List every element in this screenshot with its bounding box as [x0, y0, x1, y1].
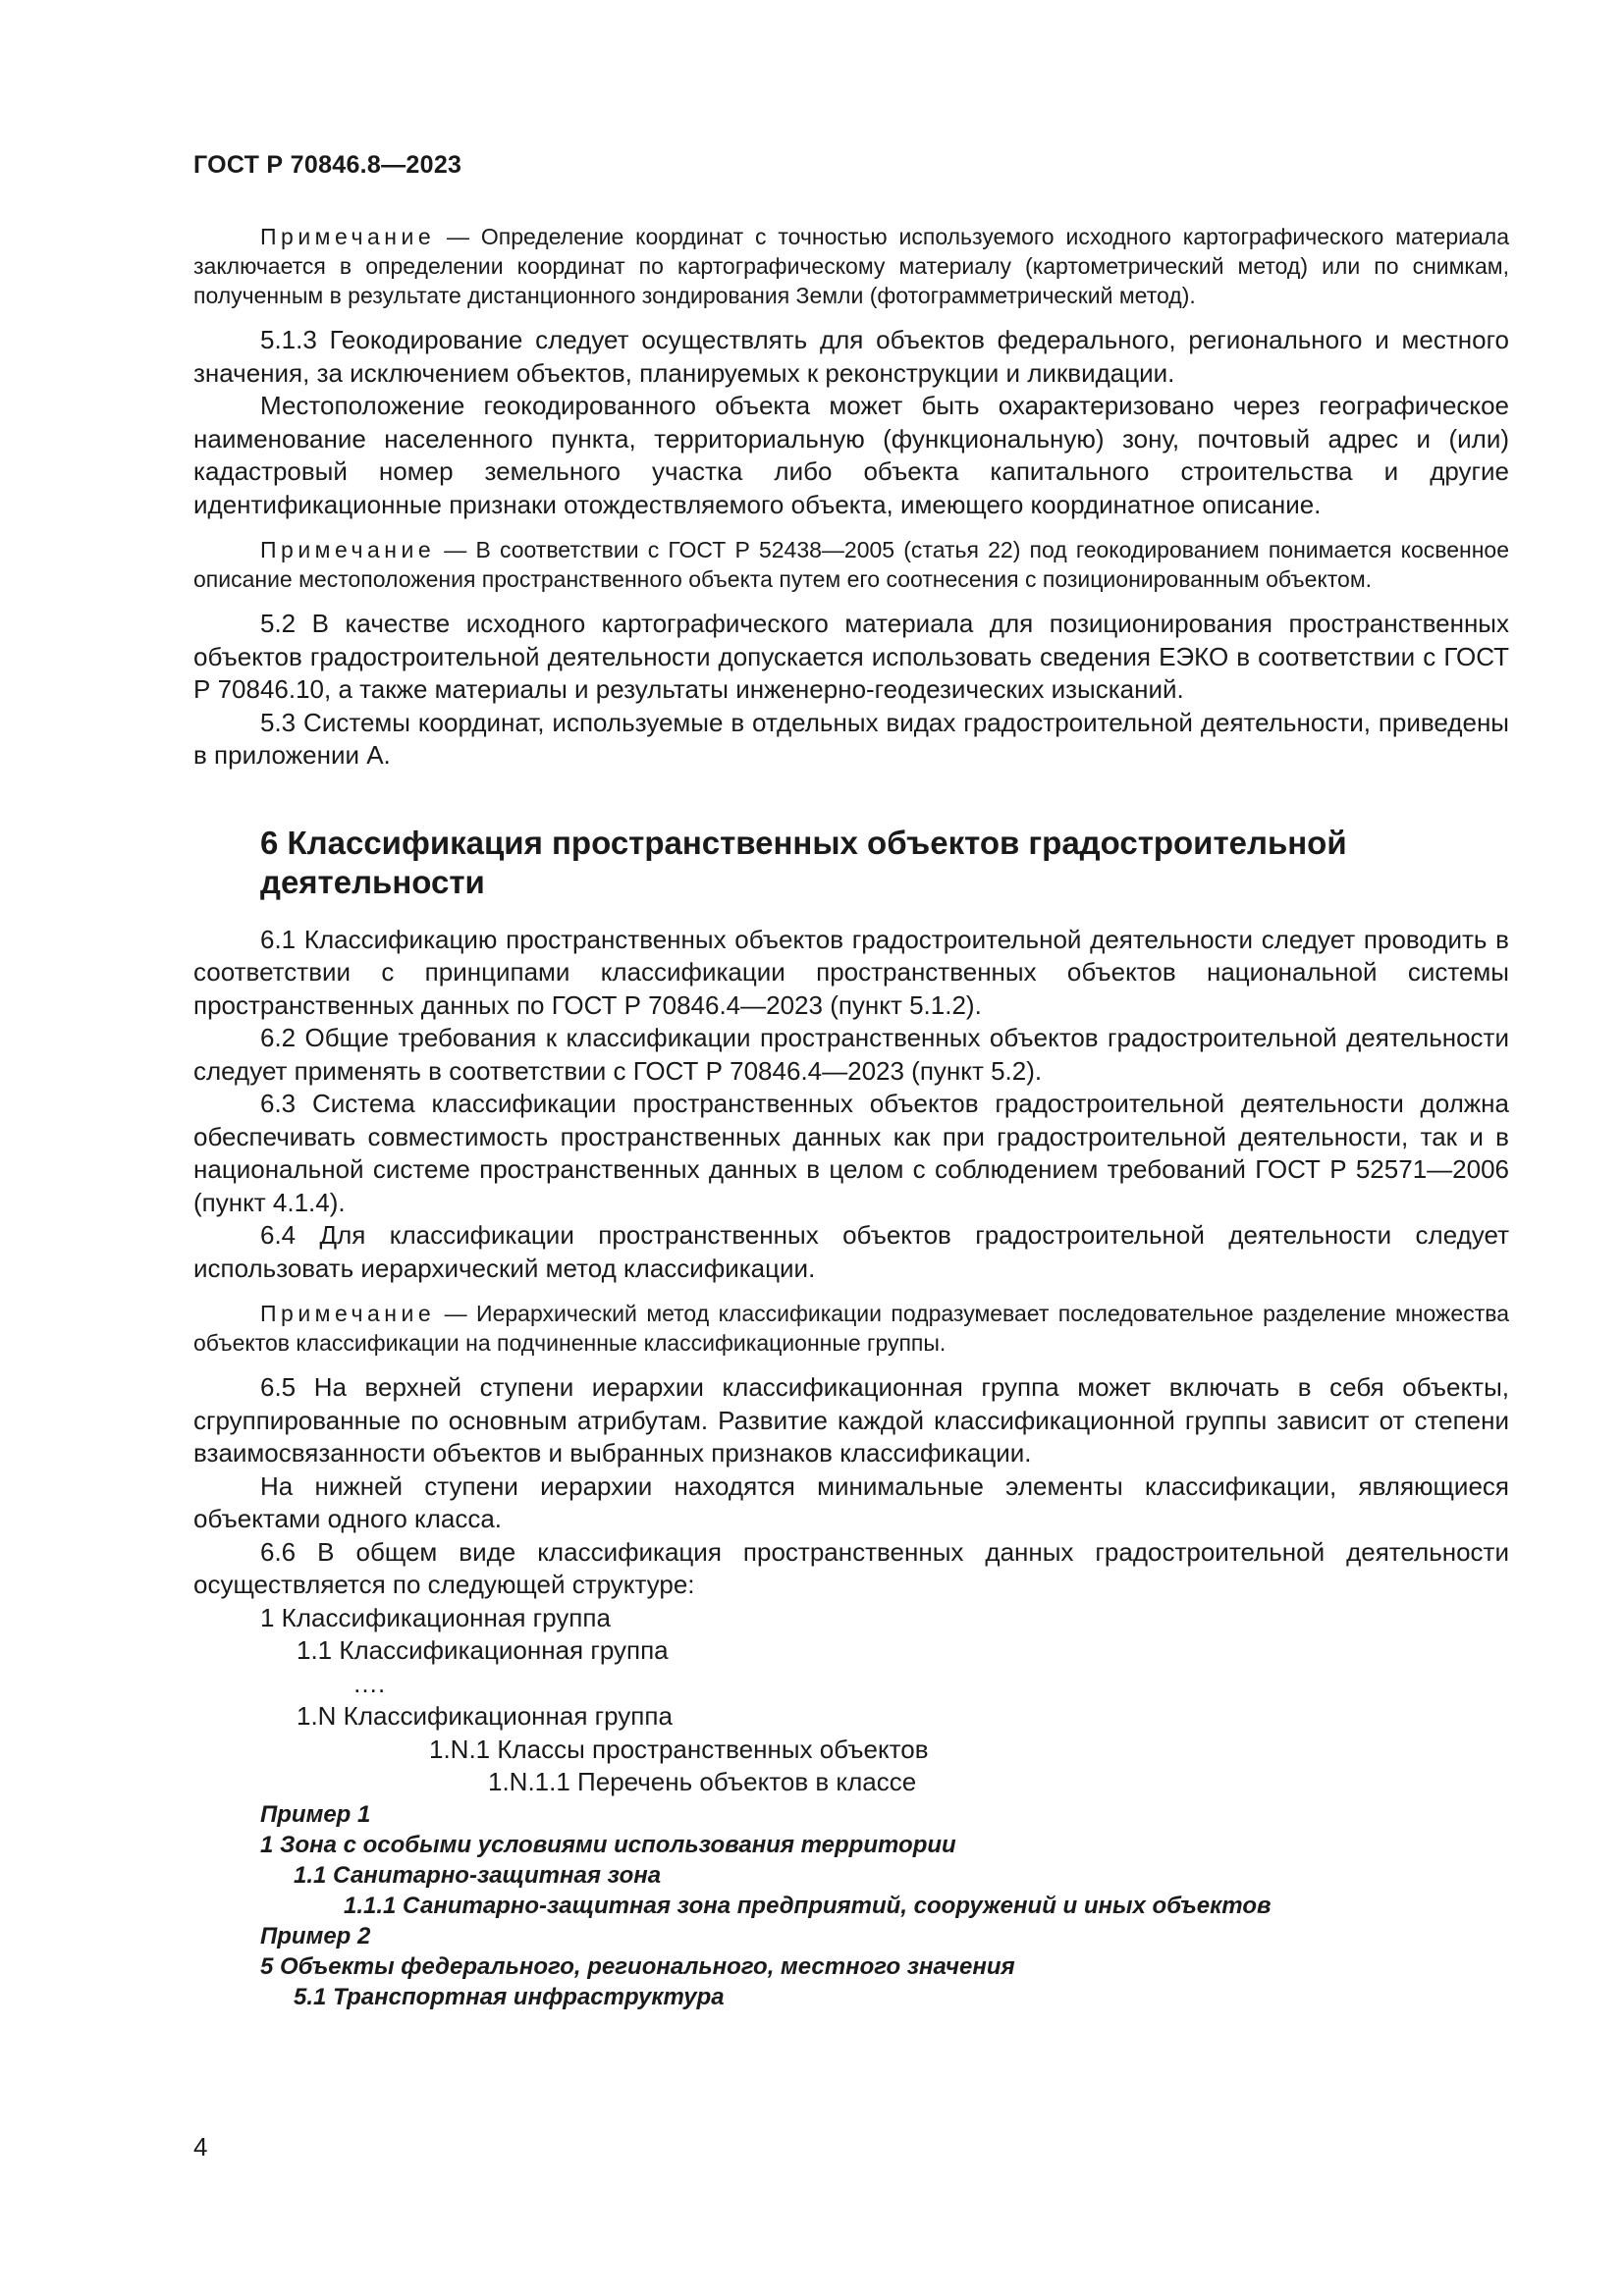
- structure-line: 1.N.1.1 Перечень объектов в классе: [488, 1767, 917, 1796]
- note-text: — В соответствии с ГОСТ Р 52438—2005 (статья 22) под геокодированием понимается косвенное описание местоположения пространственного объекта путем его соотнесения с позиционированным объектом.: [193, 537, 1509, 592]
- structure-line: 1.N.1 Классы пространственных объектов: [429, 1734, 929, 1764]
- structure-line: 1.1 Классификационная группа: [297, 1635, 669, 1665]
- note-text: — Определение координат с точностью используемого исходного картографического материала заключается в определении координат по картографическому материалу (картометрический метод) или по снимкам, полученным в результате дистанционного зондирования Земли (фотограмметрический метод).: [193, 224, 1509, 308]
- paragraph-6-1: 6.1 Классификацию пространственных объектов градостроительной деятельности следует проводить в соответствии с принципами классификации пространственных объектов национальной системы пространственных данных по ГОСТ Р 70846.4—2023 (пункт 5.1.2).: [193, 924, 1509, 1020]
- example-line: 1 Зона с особыми условиями использования территории: [260, 1831, 956, 1858]
- note-label: Примечание: [260, 1301, 436, 1326]
- paragraph-6-4: 6.4 Для классификации пространственных объектов градостроительной деятельности следует использовать иерархический метод классификации.: [193, 1220, 1509, 1283]
- note-paragraph: [193, 222, 1509, 310]
- structure-line: 1.N Классификационная группа: [297, 1701, 673, 1731]
- document-header: ГОСТ Р 70846.8—2023: [193, 151, 462, 179]
- note-label: Примечание: [260, 224, 436, 249]
- paragraph-6-5-continued: На нижней ступени иерархии находятся минимальные элементы классификации, являющиеся объектами одного класса.: [193, 1470, 1509, 1533]
- paragraph-6-3: 6.3 Система классификации пространственных объектов градостроительной деятельности должна обеспечивать совместимость пространственных данных как при градостроительной деятельности, так и в национальной системе пространственных данных в целом с соблюдением требований ГОСТ Р 52571—2006 (пункт 4.1.4).: [193, 1089, 1509, 1217]
- paragraph-5-1-3: 5.1.3 Геокодирование следует осуществлять для объектов федерального, регионального и местного значения, за исключением объектов, планируемых к реконструкции и ликвидации.: [193, 325, 1509, 388]
- example-line: 1.1.1 Санитарно-защитная зона предприятий, сооружений и иных объектов: [344, 1892, 1272, 1919]
- paragraph-5-2: 5.2 В качестве исходного картографического материала для позиционирования пространственных объектов градостроительной деятельности допускается использовать сведения ЕЭКО в соответствии с ГОСТ Р 70846.10, а также материалы и результаты инженерно-геодезических изысканий.: [193, 609, 1509, 704]
- example-line: 1.1 Санитарно-защитная зона: [294, 1861, 662, 1889]
- structure-ellipsis: ….: [352, 1668, 386, 1698]
- note-paragraph: [193, 535, 1509, 594]
- structure-line: 1 Классификационная группа: [260, 1602, 611, 1632]
- page-content: [193, 222, 1509, 2012]
- example-line: 5 Объекты федерального, регионального, местного значения: [260, 1952, 1015, 1980]
- example-line: 5.1 Транспортная инфраструктура: [294, 1983, 725, 2010]
- paragraph-6-6: 6.6 В общем виде классификация пространственных данных градостроительной деятельности осуществляется по следующей структуре:: [193, 1536, 1509, 1599]
- paragraph-6-2: 6.2 Общие требования к классификации пространственных объектов градостроительной деятельности следует применять в соответствии с ГОСТ Р 70846.4—2023 (пункт 5.2).: [193, 1023, 1509, 1086]
- paragraph-5-1-3-continued: Местоположение геокодированного объекта может быть охарактеризовано через географическое наименование населенного пункта, территориальную (функциональную) зону, почтовый адрес и (или) кадастровый номер земельного участка либо объекта капитального строительства и другие идентификационные признаки отождествляемого объекта, имеющего координатное описание.: [193, 391, 1509, 519]
- page-number: 4: [193, 2132, 208, 2162]
- section-6-title: 6 Классификация пространственных объектов градостроительной деятельности: [260, 824, 1347, 900]
- example-heading: Пример 1: [260, 1800, 371, 1828]
- note-label: Примечание: [260, 537, 436, 562]
- note-text: — Иерархический метод классификации подразумевает последовательное разделение множества объектов классификации на подчиненные классификационные группы.: [193, 1301, 1509, 1356]
- paragraph-6-5: 6.5 На верхней ступени иерархии классификационная группа может включать в себя объекты, сгруппированные по основным атрибутам. Развитие каждой классификационной группы зависит от степени взаимосвязанности объектов и выбранных признаков классификации.: [193, 1372, 1509, 1468]
- paragraph-5-3: 5.3 Системы координат, используемые в отдельных видах градостроительной деятельности, приведены в приложении А.: [193, 707, 1509, 770]
- note-paragraph: [193, 1299, 1509, 1358]
- example-heading: Пример 2: [260, 1922, 371, 1949]
